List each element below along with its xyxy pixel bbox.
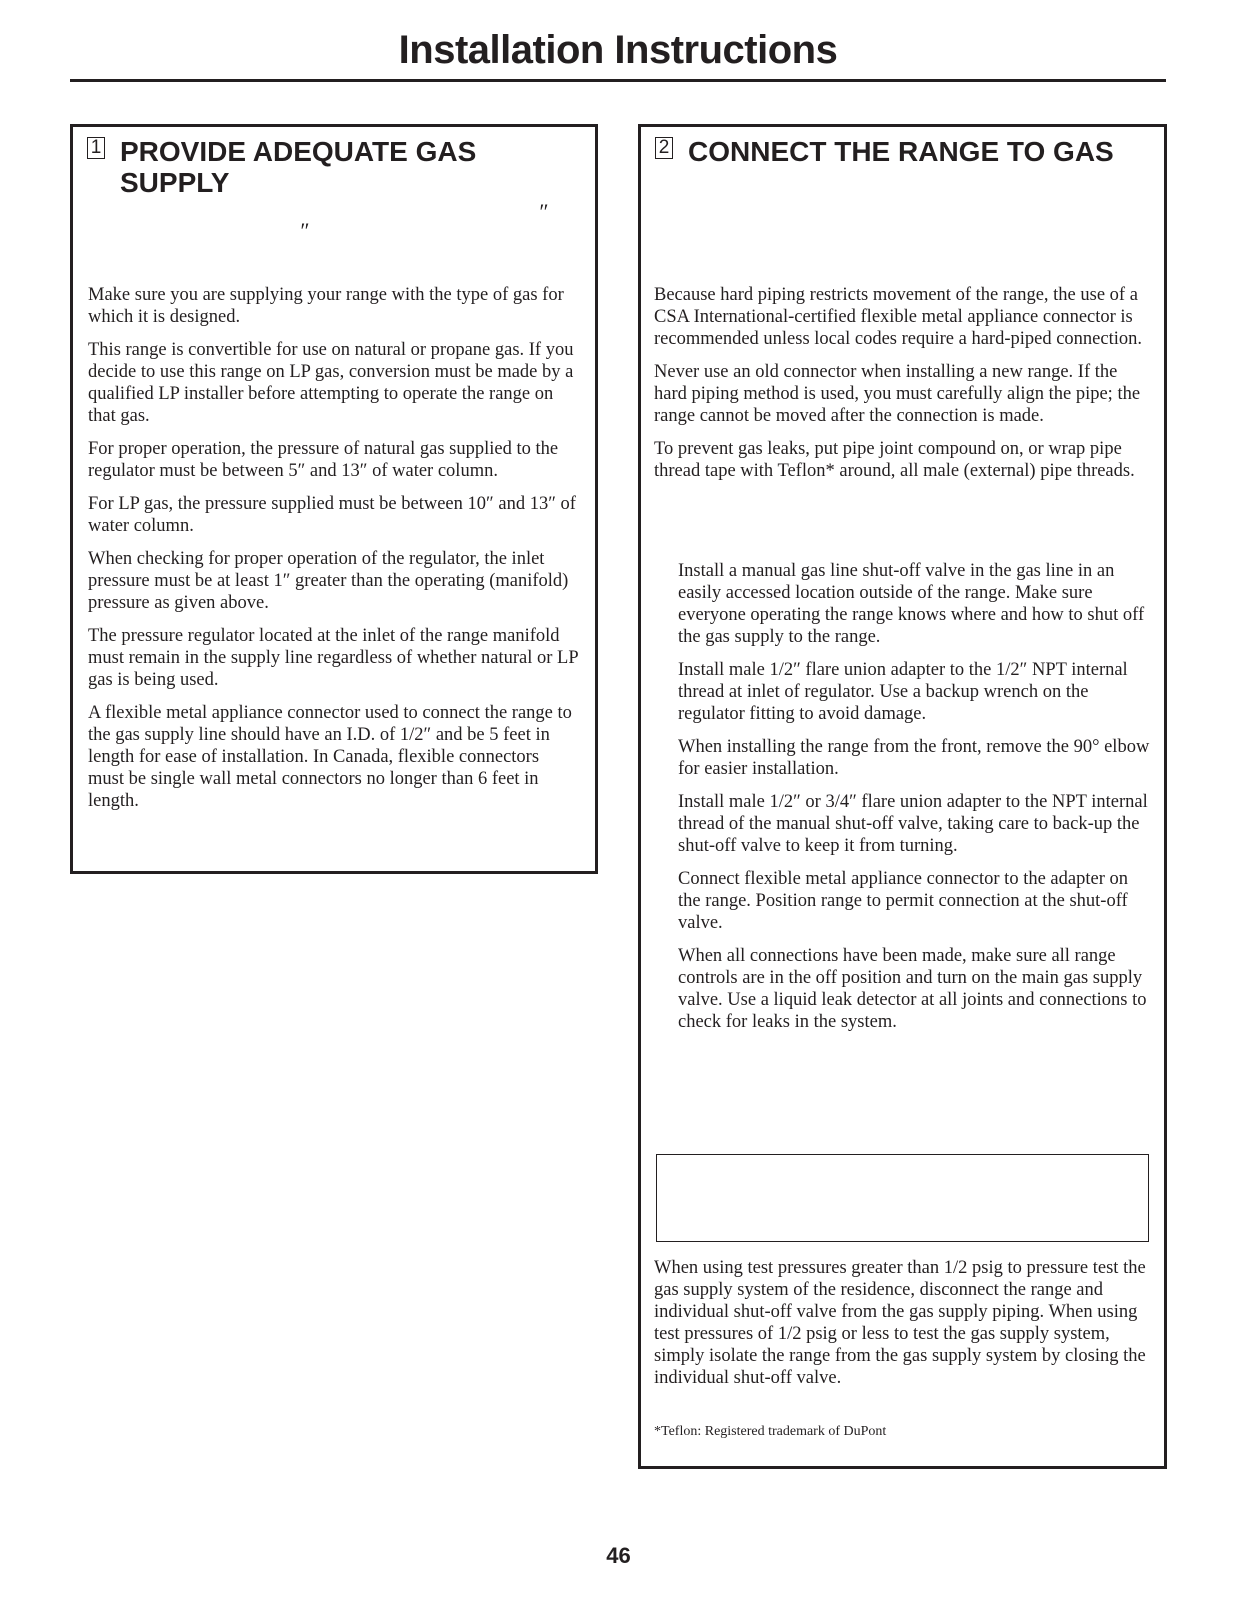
paragraph: When using test pressures greater than 1/2 psig to pressure test the gas supply system of the residence, disconnect the range and individual shut-off valve from the gas supply piping. When using test pressures of 1/2 psig or less to test the gas supply system, simply isolate the range from the gas supply system by closing the individual shut-off valve. [654,1258,1146,1388]
section-closing [654,1257,1149,1400]
paragraph: When checking for proper operation of the regulator, the inlet pressure must be at least 1″ greater than the operating (manifold) pressure as given above. [88,549,569,613]
paragraph: To prevent gas leaks, put pipe joint compound on, or wrap pipe thread tape with Teflon* around, all male (external) pipe threads. [654,439,1135,481]
step-number-badge: 1 [87,137,105,159]
section-title: CONNECT THE RANGE TO GAS [688,136,1114,167]
notice-box [656,1154,1149,1242]
step-item: When all connections have been made, make sure all range controls are in the off position and turn on the main gas supply valve. Use a liquid leak detector at all joints and connections to check for leaks in the system. [678,946,1147,1032]
paragraph: For LP gas, the pressure supplied must be between 10″ and 13″ of water column. [88,494,576,536]
paragraph: The pressure regulator located at the inlet of the range manifold must remain in the supply line regardless of whether natural or LP gas is being used. [88,626,578,690]
step-list [678,560,1153,1044]
step-number-badge: 2 [655,137,673,159]
section-title: PROVIDE ADEQUATE GAS SUPPLY [120,136,477,198]
section-body [88,284,578,823]
step-item: Install male 1/2″ or 3/4″ flare union adapter to the NPT internal thread of the manual shut-off valve, taking care to back-up the shut-off valve to keep it from turning. [678,792,1148,856]
section-provide-gas-supply [70,124,598,874]
paragraph: Make sure you are supplying your range with the type of gas for which it is designed. [88,285,564,327]
paragraph: Never use an old connector when installing a new range. If the hard piping method is used, you must carefully align the pipe; the range cannot be moved after the connection is made. [654,362,1141,426]
section-intro [654,284,1149,493]
page-title: Installation Instructions [398,28,838,72]
paragraph: A flexible metal appliance connector used to connect the range to the gas supply line should have an I.D. of 1/2″ and be 5 feet in length for ease of installation. In Canada, flexible connectors must be single wall metal connectors no longer than 6 feet in length. [88,703,572,811]
step-item: When installing the range from the front, remove the 90° elbow for easier installation. [678,737,1150,779]
step-item: Install male 1/2″ flare union adapter to the 1/2″ NPT internal thread at inlet of regulator. Use a backup wrench on the regulator fitting to avoid damage. [678,660,1128,724]
inch-mark: ″ [299,218,309,243]
step-item: Connect flexible metal appliance connector to the adapter on the range. Position range to permit connection at the shut-off valve. [678,869,1128,933]
section-connect-range-to-gas [638,124,1167,1469]
paragraph: For proper operation, the pressure of natural gas supplied to the regulator must be between 5″ and 13″ of water column. [88,439,559,481]
title-divider [70,79,1166,82]
step-item: Install a manual gas line shut-off valve in the gas line in an easily accessed location outside of the range. Make sure everyone operating the range knows where and how to shut off the gas supply to the range. [678,561,1145,647]
page-number: 46 [606,1543,631,1568]
paragraph: Because hard piping restricts movement of the range, the use of a CSA International-certified flexible metal appliance connector is recommended unless local codes require a hard-piped connection. [654,285,1143,349]
paragraph: This range is convertible for use on natural or propane gas. If you decide to use this range on LP gas, conversion must be made by a qualified LP installer before attempting to operate the range on that gas. [88,340,574,426]
footnote: *Teflon: Registered trademark of DuPont [654,1424,887,1439]
inch-mark: ″ [538,199,548,224]
